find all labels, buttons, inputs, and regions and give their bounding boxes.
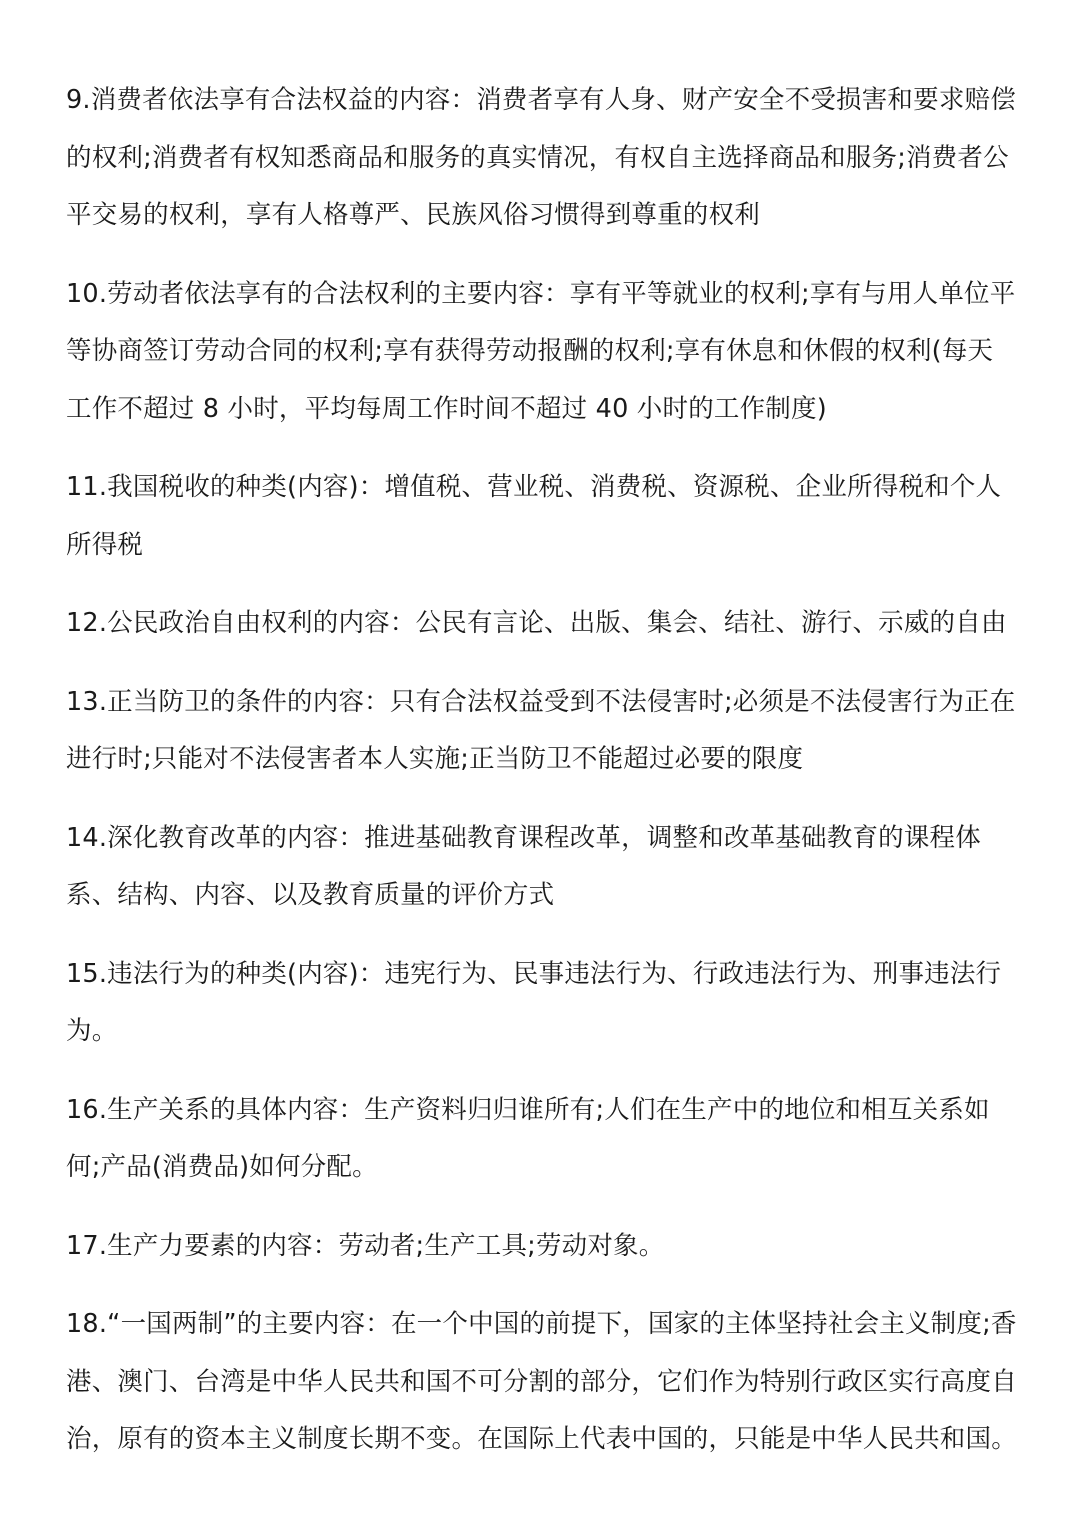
list-item-16 xyxy=(66,1082,1018,1197)
list-item-9 xyxy=(66,72,1018,245)
item-number: 13. xyxy=(66,686,108,717)
item-text: “一国两制”的主要内容：在一个中国的前提下，国家的主体坚持社会主义制度;香港、澳门、台湾是中华人民共和国不可分割的部分，它们作为特别行政区实行高度自治，原有的资本主义制度长期不变。在国际上代表中国的，只能是中华人民共和国。 xyxy=(66,1309,1017,1454)
item-number: 16. xyxy=(66,1094,108,1125)
list-item-14 xyxy=(66,810,1018,925)
list-item-13 xyxy=(66,674,1018,789)
item-number: 17. xyxy=(66,1230,108,1261)
item-text: 违法行为的种类(内容)：违宪行为、民事违法行为、行政违法行为、刑事违法行为。 xyxy=(66,958,1002,1046)
item-text: 我国税收的种类(内容)：增值税、营业税、消费税、资源税、企业所得税和个人所得税 xyxy=(66,472,1002,560)
list-item-10 xyxy=(66,266,1018,439)
item-text: 生产力要素的内容：劳动者;生产工具;劳动对象。 xyxy=(107,1230,665,1261)
item-text: 公民政治自由权利的内容：公民有言论、出版、集会、结社、游行、示威的自由 xyxy=(107,608,1007,638)
list-item-15 xyxy=(66,946,1018,1061)
list-item-17 xyxy=(66,1218,1018,1276)
item-number: 10. xyxy=(66,278,108,309)
item-text: 深化教育改革的内容：推进基础教育课程改革，调整和改革基础教育的课程体系、结构、内容、以及教育质量的评价方式 xyxy=(66,822,981,910)
item-number: 15. xyxy=(66,958,108,989)
item-number: 9. xyxy=(66,85,91,115)
item-number: 14. xyxy=(66,822,108,853)
item-number: 12. xyxy=(66,608,108,638)
item-number: 18. xyxy=(66,1309,108,1339)
item-text: 生产关系的具体内容：生产资料归归谁所有;人们在生产中的地位和相互关系如何;产品(消费品)如何分配。 xyxy=(66,1094,990,1182)
item-text: 正当防卫的条件的内容：只有合法权益受到不法侵害时;必须是不法侵害行为正在进行时;只能对不法侵害者本人实施;正当防卫不能超过必要的限度 xyxy=(66,686,1016,774)
item-number: 11. xyxy=(66,472,108,502)
list-item-11 xyxy=(66,459,1018,574)
list-item-12 xyxy=(66,595,1018,653)
item-text: 劳动者依法享有的合法权利的主要内容：享有平等就业的权利;享有与用人单位平等协商签订劳动合同的权利;享有获得劳动报酬的权利;享有休息和休假的权利(每天工作不超过 8 小时，平均每周工作时间不超过 40 小时的工作制度) xyxy=(66,278,1016,424)
list-item-18 xyxy=(66,1296,1018,1469)
item-text: 消费者依法享有合法权益的内容：消费者享有人身、财产安全不受损害和要求赔偿的权利;消费者有权知悉商品和服务的真实情况，有权自主选择商品和服务;消费者公平交易的权利，享有人格尊严、民族风俗习惯得到尊重的权利 xyxy=(66,85,1016,230)
